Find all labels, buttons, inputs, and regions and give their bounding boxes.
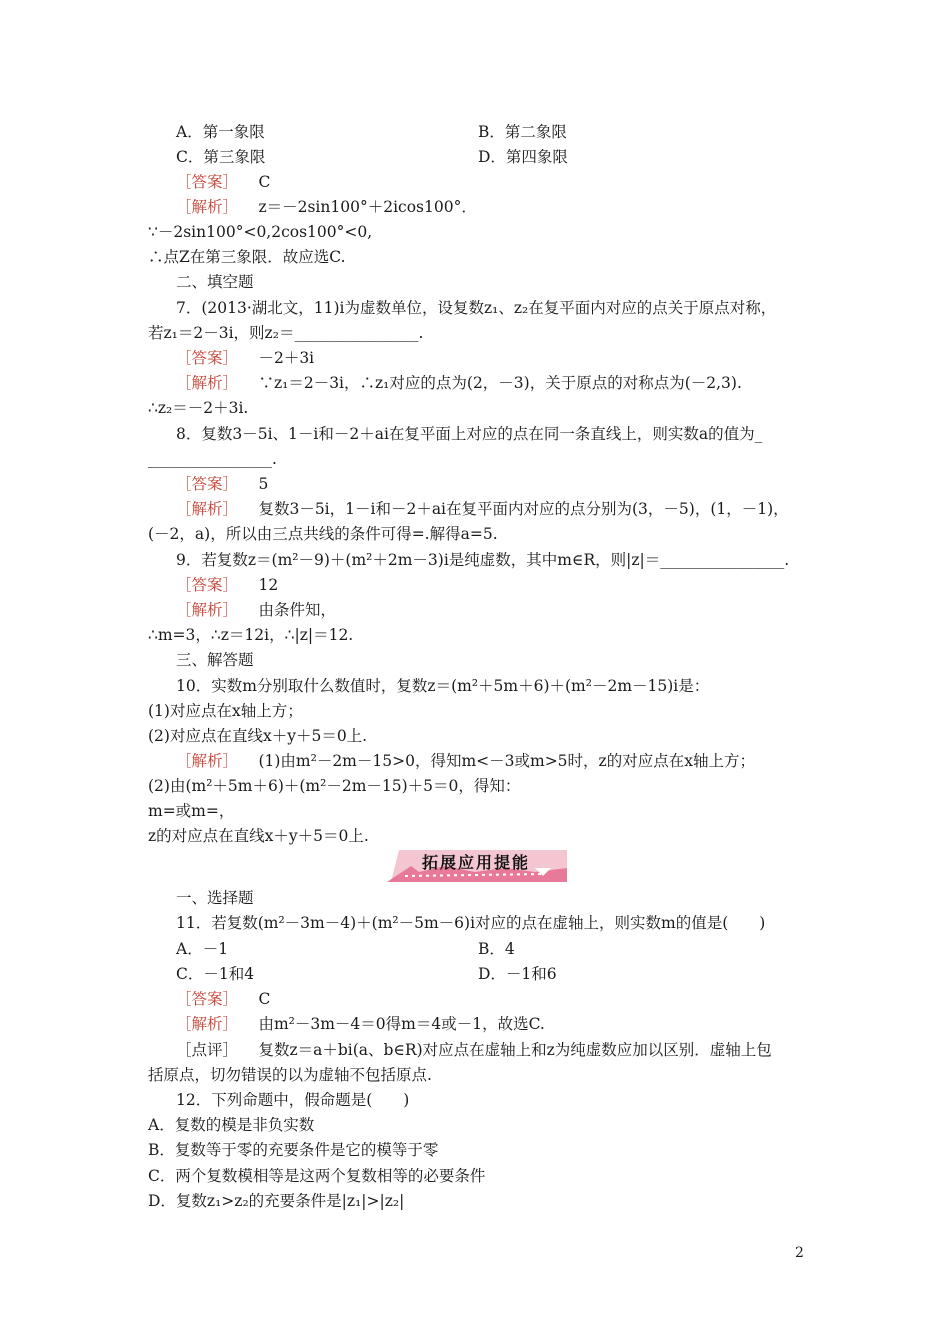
option-row [176,120,846,145]
analysis-tag: ［解析］ [176,198,239,216]
text-line: (－2，a)，所以由三点共线的条件可得=.解得a=5. [148,525,498,543]
option-a: A．第一象限 [176,123,265,141]
text-line: 若z₁＝2－3i，则z₂＝________________. [148,324,424,342]
text-line: (2)对应点在直线x＋y＋5＝0上. [148,727,368,745]
answer-text: C [242,990,271,1008]
text-line: ∴z₂＝－2＋3i. [148,399,249,417]
option-row [176,937,846,962]
answer-line [176,346,846,371]
answer-line [176,170,846,195]
analysis-line [176,497,846,522]
option-c: C．－1和4 [176,965,255,983]
analysis-line [176,598,846,623]
question-8: 8．复数3－5i、1－i和－2＋ai在复平面上对应的点在同一条直线上，则实数a的值为_ [176,425,763,443]
section-banner-title: 拓展应用提能 [421,853,530,872]
section-heading: 二、填空题 [176,273,254,291]
analysis-line [176,195,846,220]
text-line: ∵－2sin100°<0,2cos100°<0, [148,223,373,241]
answer-tag: ［答案］ [176,475,239,493]
analysis-line [176,1012,846,1037]
answer-tag: ［答案］ [176,990,239,1008]
question-10: 10．实数m分别取什么数值时，复数z＝(m²＋5m＋6)＋(m²－2m－15)i是： [176,677,710,695]
option-c: C．第三象限 [176,148,266,166]
option-row [176,962,846,987]
text-line: ∴m=3，∴z＝12i，∴|z|＝12. [148,626,354,644]
comment-tag: ［点评］ [176,1041,239,1059]
text-line: ∴点Z在第三象限．故应选C. [148,248,346,266]
analysis-text: 复数3－5i，1－i和－2＋ai在复平面内对应的点分别为(3，－5)，(1，－1)， [242,500,789,518]
analysis-tag: ［解析］ [176,601,239,619]
text-line: ________________. [148,450,277,468]
option-c: C．两个复数模相等是这两个复数相等的必要条件 [148,1167,486,1185]
text-line: m=或m=， [148,802,235,820]
analysis-tag: ［解析］ [176,500,239,518]
question-9: 9．若复数z＝(m²－9)＋(m²＋2m－3)i是纯虚数，其中m∈R，则|z|＝________________. [176,551,790,569]
answer-line [176,573,846,598]
text-line: 括原点，切勿错误的以为虚轴不包括原点. [148,1066,432,1084]
answer-text: 12 [242,576,279,594]
text-line: z的对应点在直线x＋y＋5＝0上. [148,827,369,845]
analysis-tag: ［解析］ [176,1015,239,1033]
question-11: 11．若复数(m²－3m－4)＋(m²－5m－6)i对应的点在虚轴上，则实数m的值是( ) [176,914,766,932]
option-row [176,145,846,170]
option-b: B．第二象限 [478,123,567,141]
option-d: D．复数z₁>z₂的充要条件是|z₁|>|z₂| [148,1192,405,1210]
answer-tag: ［答案］ [176,349,239,367]
answer-text: 5 [242,475,269,493]
analysis-text: ∵z₁＝2－3i，∴z₁对应的点为(2，－3)，关于原点的对称点为(－2,3). [242,374,742,392]
analysis-tag: ［解析］ [176,374,239,392]
option-a: A．复数的模是非负实数 [148,1116,315,1134]
option-d: D．第四象限 [478,148,568,166]
comment-line [176,1038,846,1063]
answer-tag: ［答案］ [176,576,239,594]
analysis-line [176,371,846,396]
analysis-text: 由m²－3m－4＝0得m＝4或－1，故选C. [242,1015,545,1033]
section-heading: 一、选择题 [176,889,254,907]
text-line: (2)由(m²＋5m＋6)＋(m²－2m－15)＋5＝0，得知： [148,777,521,795]
analysis-text: z＝－2sin100°＋2icos100°． [242,198,477,216]
option-b: B．复数等于零的充要条件是它的模等于零 [148,1141,439,1159]
page-number: 2 [795,1245,804,1261]
option-d: D．－1和6 [478,965,557,983]
answer-line [176,472,846,497]
option-b: B．4 [478,940,515,958]
answer-tag: ［答案］ [176,173,239,191]
comment-text: 复数z＝a＋bi(a、b∈R)对应点在虚轴上和z为纯虚数应加以区别．虚轴上包 [242,1041,772,1059]
option-a: A．－1 [176,940,229,958]
answer-text: －2＋3i [242,349,315,367]
analysis-line [176,749,846,774]
analysis-text: (1)由m²－2m－15>0，得知m<－3或m>5时，z的对应点在x轴上方； [242,752,755,770]
analysis-tag: ［解析］ [176,752,239,770]
answer-text: C [242,173,271,191]
section-heading: 三、解答题 [176,651,254,669]
question-12: 12．下列命题中，假命题是( ) [176,1091,410,1109]
analysis-text: 由条件知， [242,601,336,619]
question-7: 7．(2013·湖北文，11)i为虚数单位，设复数z₁、z₂在复平面内对应的点关于原点对称， [176,299,777,317]
text-line: (1)对应点在x轴上方； [148,702,303,720]
answer-line [176,987,846,1012]
